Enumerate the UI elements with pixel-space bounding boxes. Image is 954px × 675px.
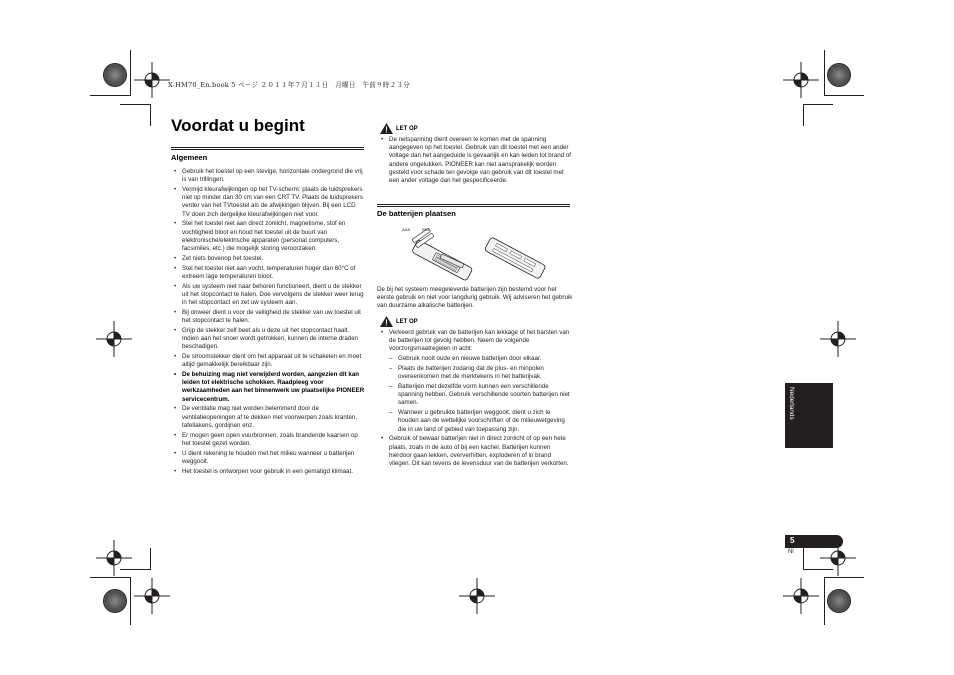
caution2-list [380,329,572,470]
battery-label-b: R03 [422,227,430,232]
list-item: • Het toestel is ontworpen voor gebruik in een gematigd klimaat. [173,468,365,476]
list-item: • U dient rekening te houden met het milieu wanneer u batterijen weggooit. [173,450,365,466]
list-item: • De netspanning dient overeen te komen met de spanning aangegeven op het toestel. Gebruik van dit toestel met een ander voltage dan het aangeduide is gevaarlijk en kan leiden tot brand of andere ongelukken. PIONEER kan niet aansprakelijk worden gesteld voor schade ten gevolge van gebruik van dit toestel met een ander voltage dan het gespecificeerde. [380,136,572,185]
list-item: • De ventilatie mag niet worden belemmerd door de ventilatieopeningen af te dekken met voorwerpen zoals kranten, tafellakens, gordijnen enz. [173,405,365,430]
print-info-line: X-HM70_En.book 5 ページ ２０１１年７月１１日 月曜日 午前９時２３分 [168,81,410,89]
list-item: • Verkeerd gebruik van de batterijen kan lekkage of het barsten van de batterijen tot gevolg hebben. Neem de volgende voorzorgsmaatregelen in acht: [380,329,572,354]
list-item: • Bij onweer dient u voor de veiligheid de stekker van uw toestel uit het stopcontact te halen. [173,309,365,325]
registration-mark-icon [134,578,170,614]
language-side-tab [785,383,833,448]
list-item: – Wanneer u gebruikte batterijen weggooit, dient u zich te houden aan de wettelijke voorschriften of de milieuwetgeving die in uw land of gebied van toepassing zijn. [385,409,572,434]
registration-mark-icon [459,578,495,614]
language-side-tab-label: Nederlands [788,387,795,420]
list-item: • Gebruik of bewaar batterijen niet in direct zonlicht of op een hete plaats, zoals in de auto of bij een kachel. Batterijen kunnen hierdoor gaan lekken, oververhitten, exploderen of in brand vliegen. Dit kan tevens de levensduur van de batterijen verkorten. [380,435,572,468]
caution-text: LET OP [396,125,418,132]
algemeen-list [173,168,365,477]
list-item: • Zet niets bovenop het toestel. [173,255,365,263]
page-title: Voordat u begint [171,116,305,135]
section-rule [377,204,570,207]
list-item: – Batterijen met dezelfde vorm kunnen een verschillende spanning hebben. Gebruik verschillende soorten batterijen niet samen. [385,383,572,408]
warning-triangle-icon [380,316,393,327]
warning-triangle-icon [380,123,393,134]
section-heading-algemeen: Algemeen [171,153,208,162]
list-item: • Er mogen geen open vuurbronnen, zoals brandende kaarsen op het toestel gezet worden. [173,432,365,448]
registration-mark-icon [96,540,132,576]
list-item: • Gebruik het toestel op een stevige, horizontale ondergrond die vrij is van trillingen. [173,168,365,184]
battery-insertion-illustration [402,224,548,288]
registration-mark-icon [96,321,132,357]
list-item: • Stel het toestel niet aan vocht, temperaturen hoger dan 60°C of extreem lage temperaturen bloot. [173,265,365,281]
list-item: • De behuizing mag niet verwijderd worden, aangezien dit kan leiden tot elektrische schokken. Raadpleeg voor werkzaamheden aan het binnenwerk uw plaatselijke PIONEER servicecentrum. [173,371,365,404]
batteries-intro-text: De bij het systeem meegeleverde batterijen zijn bestemd voor het eerste gebruik en niet voor langdurig gebruik. Wij adviseren het gebruik van duurzame alkalische batterijen. [377,286,573,310]
list-item: • Grijp de stekker zelf beet als u deze uit het stopcontact haalt. Indien aan het snoer wordt getrokken, kunnen de interne draden beschadigen. [173,327,365,352]
registration-mark-icon [820,321,856,357]
caution1-list [380,136,572,187]
section-heading-batterijen: De batterijen plaatsen [377,209,456,218]
page-language-code: Nl [788,549,794,555]
caution-text: LET OP [396,318,418,325]
corner-disc [828,64,850,86]
corner-disc [104,64,126,86]
batteries-intro [377,286,573,313]
list-item: – Gebruik nooit oude en nieuwe batterijen door elkaar. [385,355,572,363]
page-number: 5 [790,536,795,545]
corner-disc [104,590,126,612]
list-item: • De stroomstekker dient om het apparaat uit te schakelen en moet altijd gemakkelijk bereikbaar zijn. [173,353,365,369]
caution-label-2 [380,316,418,327]
list-item: • Als uw systeem niet naar behoren functioneert, dient u de stekker uit het stopcontact te halen. Doe vervolgens de stekker weer terug in het stopcontact en zet uw systeem aan. [173,283,365,308]
battery-label-a: AAA [402,227,411,232]
caution-label-1 [380,123,418,134]
registration-mark-icon [783,62,819,98]
list-item: • Vermijd kleurafwijkingen op het TV-scherm: plaats de luidsprekers niet op minder dan 30 cm van een CRT TV. Plaats de luidsprekers verder van het TVtoestel als de afwijkingen blijven. Bij een LCD TV doen zich dergelijke kleurafwijkingen niet voor. [173,186,365,219]
registration-mark-icon [134,62,170,98]
list-item: • Stel het toestel niet aan direct zonlicht, magnetisme, stof en vochtigheid bloot en houd het toestel uit de buurt van elektronische/elektrische apparaten (personal computers, facsimiles, etc.) die mogelijk storing veroorzaken. [173,220,365,253]
registration-mark-icon [783,578,819,614]
list-item: – Plaats de batterijen zodanig dat de plus- en minpolen overeenkomen met de merktekens in het batterijvak. [385,365,572,381]
section-rule [171,147,364,150]
corner-disc [828,590,850,612]
